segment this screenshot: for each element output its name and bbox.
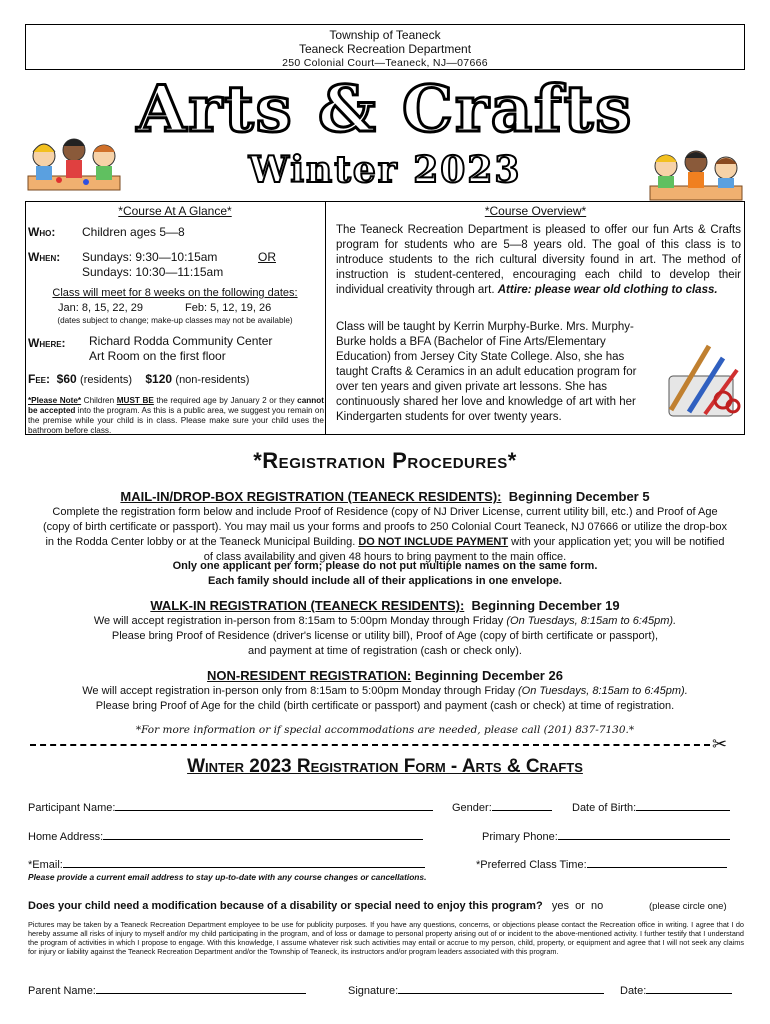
- date-label: Date:: [620, 985, 647, 997]
- mail-in-heading-text: MAIL-IN/DROP-BOX REGISTRATION (TEANECK RESIDENTS):: [120, 489, 502, 504]
- kids-crafting-illustration-right: [646, 146, 746, 204]
- date-of-birth-field[interactable]: [572, 800, 730, 814]
- when-value-1: Sundays: 9:30—10:15am: [82, 250, 218, 264]
- circle-note: (please circle one): [649, 901, 727, 912]
- mail-in-heading: [0, 489, 770, 504]
- date-of-birth-label: Date of Birth:: [572, 802, 637, 814]
- dates-jan: Jan: 8, 15, 22, 29: [58, 302, 144, 314]
- registration-title: *Registration Procedures*: [253, 448, 517, 473]
- primary-phone-label: Primary Phone:: [482, 831, 558, 843]
- fee-resident-amount: $60: [56, 372, 77, 386]
- mail-in-text-2: with your application yet; you will be notified of class availability and given 48 hours to bring payment to the main office.: [203, 536, 725, 563]
- home-address-label: Home Address:: [28, 831, 104, 843]
- modification-question: Does your child need a modification because of a disability or special need to enjoy this program?: [28, 900, 543, 912]
- dates-note: (dates subject to change; make-up classes may not be available): [57, 316, 293, 325]
- please-note: [28, 396, 324, 436]
- overview-heading: *Course Overview*: [484, 204, 587, 218]
- parent-name-field[interactable]: [28, 983, 306, 997]
- department-name: Teaneck Recreation Department: [298, 42, 472, 56]
- nonresident-heading: [0, 668, 770, 683]
- please-note-text-3: into the program. As this is a public area, we suggest you remain on the premise while your child is in class. Please make sure your child uses the bathroom before class.: [28, 406, 325, 435]
- fee-nonresident-amount: $120: [145, 372, 173, 386]
- fee-label: Fee:: [28, 372, 50, 386]
- primary-phone-field[interactable]: [482, 829, 730, 843]
- nonresident-date: Beginning December 26: [414, 668, 563, 683]
- modification-yes-option[interactable]: yes: [551, 900, 569, 912]
- walk-in-line-2: Please bring Proof of Residence (driver's license or utility bill), Proof of Age (copy of birth certificate or passport),: [111, 630, 659, 642]
- walk-in-line-1: [40, 614, 730, 629]
- nonresident-heading-text: NON-RESIDENT REGISTRATION:: [207, 668, 412, 683]
- fee-nonresident-text: (non-residents): [175, 374, 250, 386]
- township-name: Township of Teaneck: [329, 28, 441, 42]
- page-subtitle: Winter 2023: [248, 149, 522, 191]
- please-note-text-1: Children: [81, 396, 117, 405]
- gender-field[interactable]: [452, 800, 552, 814]
- walk-in-tuesday: (On Tuesdays, 8:15am to 6:45pm).: [506, 615, 677, 627]
- walk-in-line-3: and payment at time of registration (cash or check only).: [248, 645, 522, 657]
- participant-name-label: Participant Name:: [28, 802, 116, 814]
- cut-line: [30, 744, 710, 746]
- where-value-2: Art Room on the first floor: [89, 349, 226, 363]
- email-label: *Email:: [28, 859, 63, 871]
- address-line: 250 Colonial Court—Teaneck, NJ—07666: [282, 57, 488, 69]
- please-note-text-2: the required age by January 2 or they: [153, 396, 298, 405]
- preferred-class-time-label: *Preferred Class Time:: [476, 859, 587, 871]
- participant-name-field[interactable]: [28, 800, 433, 814]
- one-applicant-note: Only one applicant per form; please do not put multiple names on the same form.: [172, 560, 598, 572]
- overview-text-1: The Teaneck Recreation Department is pleased to offer our fun Arts & Crafts program for students who are 5—8 years old. The goal of this class is to introduce students to the rich cultural diversity found in art. The method of instruction is student-centered, encouraging each child to develop their individual creativity through art.: [336, 224, 741, 296]
- family-envelope-note: Each family should include all of their applications in one envelope.: [208, 575, 562, 587]
- where-label: Where:: [28, 336, 66, 350]
- more-info-note: *For more information or if special accommodations are needed, please call (201) 837-7130.*: [135, 724, 635, 736]
- when-value-2: Sundays: 10:30—11:15am: [82, 265, 224, 279]
- email-field[interactable]: [28, 857, 425, 871]
- form-title: Winter 2023 Registration Form - Arts & Crafts: [187, 756, 583, 777]
- home-address-field[interactable]: [28, 829, 423, 843]
- when-or: OR: [258, 250, 276, 264]
- walk-in-heading: [0, 598, 770, 613]
- signature-label: Signature:: [348, 985, 399, 997]
- art-supplies-illustration: [661, 340, 741, 420]
- nonresident-tuesday: (On Tuesdays, 8:15am to 6:45pm).: [517, 685, 688, 697]
- page-title: Arts & Crafts: [136, 72, 634, 147]
- nonresident-line-2: Please bring Proof of Age for the child (birth certificate or passport) and payment (cash or check) at time of registration.: [95, 700, 675, 712]
- when-label: When:: [28, 250, 61, 264]
- overview-paragraph-1: [336, 223, 741, 298]
- signature-field[interactable]: [348, 983, 604, 997]
- modification-or: or: [575, 900, 585, 912]
- overview-paragraph-2: [336, 320, 741, 425]
- walk-in-text-1: We will accept registration in-person from 8:15am to 5:00pm Monday through Friday: [93, 615, 504, 627]
- mail-in-text-1: Complete the registration form below and include Proof of Residence (copy of NJ Driver License, current utility bill, etc.) and Proof of Age (copy of birth certificate or passport). You may mail us your forms and proofs to 250 Colonial Court Teaneck, NJ 07666 or utilize the drop-box in the Rodda Center lobby or at the Teaneck Municipal Building.: [43, 506, 727, 548]
- walk-in-date: Beginning December 19: [471, 598, 620, 613]
- kids-crafting-illustration-left: [24, 128, 124, 198]
- glance-heading: *Course At A Glance*: [118, 204, 232, 218]
- weeks-note: Class will meet for 8 weeks on the following dates:: [52, 287, 298, 299]
- date-field[interactable]: [620, 983, 732, 997]
- nonresident-text-1: We will accept registration in-person only from 8:15am to 5:00pm Monday through Friday: [82, 685, 515, 697]
- dates-feb: Feb: 5, 12, 19, 26: [185, 302, 272, 314]
- attire-note: Attire: please wear old clothing to class.: [497, 284, 718, 296]
- fee-resident-text: (residents): [80, 374, 133, 386]
- email-note: Please provide a current email address to stay up-to-date with any course changes or cancellations.: [28, 872, 427, 882]
- preferred-class-time-field[interactable]: [476, 857, 727, 871]
- column-divider: [325, 201, 326, 435]
- who-label: Who:: [28, 225, 56, 239]
- who-value: Children ages 5—8: [82, 225, 185, 239]
- nonresident-line-1: [40, 684, 730, 699]
- modification-no-option[interactable]: no: [591, 900, 604, 912]
- overview-text-2: Class will be taught by Kerrin Murphy-Burke. Mrs. Murphy-Burke holds a BFA (Bachelor of Fine Arts/Elementary Education) from Jersey City State College. Also, she has taught Crafts & Ceramics in an adult education program for over ten years and given private art lessons. She has continuously shared her love and knowledge of art with her Kindergarten students for over twenty years.: [336, 321, 637, 423]
- liability-waiver-text: Pictures may be taken by a Teaneck Recreation Department employee to be use for publicity purposes. If you have any questions, concerns, or objections please contact the Recreation office in writing. I agree that I do hereby assume all risks of injury to myself and/or my child participating in the program, and of loss or damage to personal property arising out of or incident to the above-mentioned activity. I further testify that I understand the program of activities in which I propose to engage. With this knowledge, I assume whatever risk such activities may entail or accrue to my person, child, property, or equipment and agree that I will not seek any claims for injury or liability against the Teaneck Recreation Department and/or the Township of Teaneck, its instructors and/or program leaders associated with this program.: [28, 920, 744, 956]
- gender-label: Gender:: [452, 802, 492, 814]
- fee-row: [28, 372, 249, 387]
- please-note-must: MUST BE: [116, 396, 154, 405]
- please-note-label: *Please Note*: [28, 396, 82, 405]
- walk-in-heading-text: WALK-IN REGISTRATION (TEANECK RESIDENTS):: [150, 598, 465, 613]
- please-note-cannot: cannot be accepted: [28, 396, 325, 415]
- letterhead: [25, 24, 745, 70]
- mail-in-text: [40, 505, 730, 565]
- scissors-icon: ✂: [712, 734, 728, 754]
- where-value-1: Richard Rodda Community Center: [89, 334, 273, 348]
- modification-question-row: [28, 900, 603, 912]
- mail-in-date: Beginning December 5: [508, 489, 650, 504]
- no-payment-note: DO NOT INCLUDE PAYMENT: [358, 536, 509, 548]
- parent-name-label: Parent Name:: [28, 985, 96, 997]
